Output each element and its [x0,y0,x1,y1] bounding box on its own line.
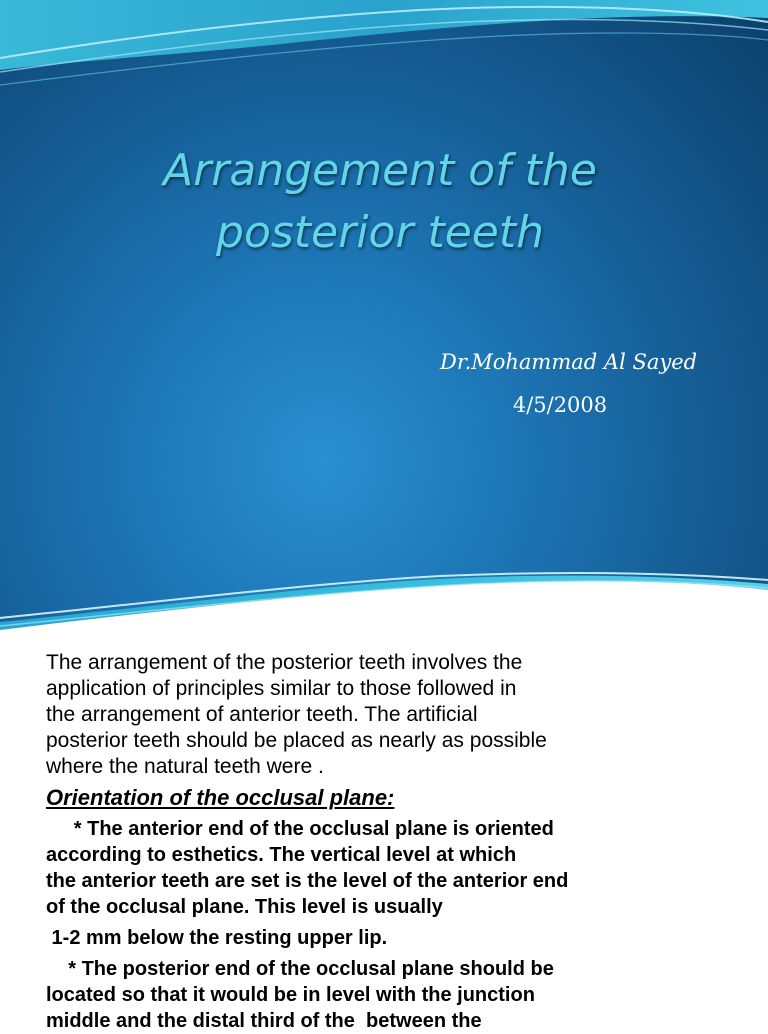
author-name: Dr.Mohammad Al Sayed [440,350,698,374]
intro-line: posterior teeth should be placed as nearly as possible [46,729,547,752]
intro-line: application of principles similar to those followed in [46,677,517,700]
presentation-date: 4/5/2008 [512,393,608,417]
intro-line: The arrangement of the posterior teeth involves the [46,651,523,674]
top-wave-decoration [0,0,768,100]
body-line: 1-2 mm below the resting upper lip. [46,927,388,949]
bottom-wave-decoration [0,570,768,640]
slide-title [60,140,700,264]
intro-paragraph [46,650,758,780]
slide-title-line-2: posterior teeth [216,207,544,258]
intro-line: the arrangement of anterior teeth. The artificial [46,703,478,726]
body-line: of the occlusal plane. This level is usually [46,896,443,918]
slide-title-line-1: Arrangement of the [163,145,597,196]
body-line: the anterior teeth are set is the level of the anterior end [46,870,569,892]
intro-line: where the natural teeth were . [46,755,324,778]
body-line: * The posterior end of the occlusal plane should be [46,958,554,980]
body-line: * The anterior end of the occlusal plane is oriented [46,818,554,840]
body-line: located so that it would be in level with the junction [46,984,535,1006]
section-heading: Orientation of the occlusal plane: [46,785,395,810]
body-line: according to esthetics. The vertical level at which [46,844,517,866]
body-line: middle and the distal third of the between the [46,1010,482,1032]
document-body [46,650,758,1034]
